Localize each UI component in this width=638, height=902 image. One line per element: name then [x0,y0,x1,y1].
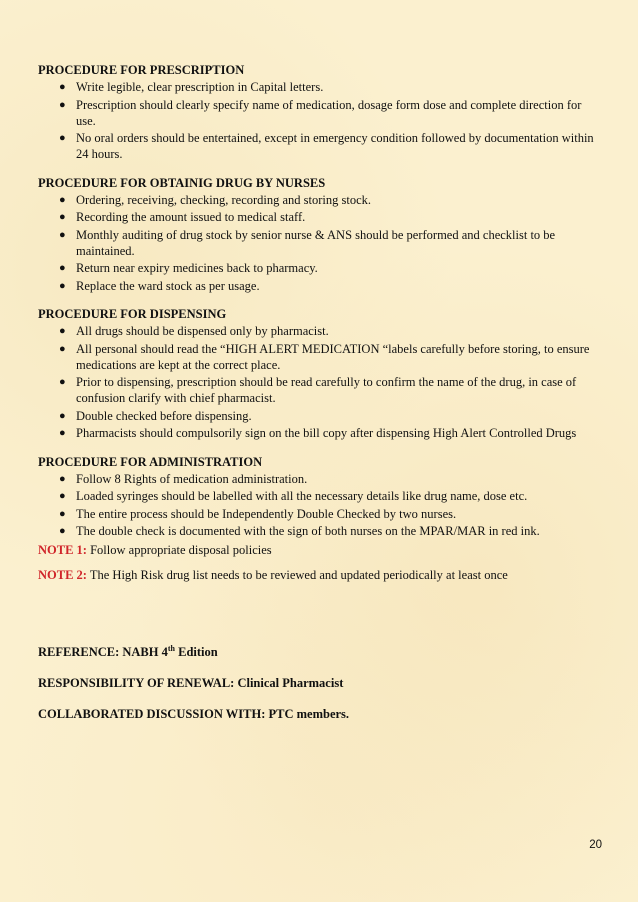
note-2 [38,567,604,584]
section-prescription [38,62,604,162]
section-administration [38,454,604,540]
list-item: ● Replace the ward stock as per usage. [59,278,260,293]
bullet-list [38,471,604,540]
bullet-icon: ● [59,409,66,422]
page-number: 20 [589,839,602,851]
list-item: ● All drugs should be dispensed only by pharmacist. [59,324,329,338]
bullet-icon: ● [59,472,66,485]
list-item: ● Ordering, receiving, checking, recording and storing stock. [59,192,372,207]
bullet-icon: ● [59,490,66,502]
bullet-icon: ● [59,211,66,223]
bullet-list [38,192,604,294]
note-label: NOTE 2: [38,568,87,582]
section-heading: PROCEDURE FOR DISPENSING [38,307,227,321]
section-heading: PROCEDURE FOR PRESCRIPTION [38,63,245,77]
list-item: ● Prior to dispensing, prescription should be read carefully to confirm the name of the drug, in case of confusion clarify with chief pharmacist. [59,375,577,405]
bullet-icon: ● [59,427,66,439]
list-item: ● Loaded syringes should be labelled with all the necessary details like drug name, dose etc. [59,489,528,503]
section-heading: PROCEDURE FOR OBTAINIG DRUG BY NURSES [38,175,326,190]
bullet-icon: ● [59,279,66,292]
bullet-icon: ● [59,376,66,388]
list-item: ● No oral orders should be entertained, except in emergency condition followed by documentation within 24 hours. [59,131,594,161]
bullet-icon: ● [59,342,66,355]
section-heading: PROCEDURE FOR ADMINISTRATION [38,454,263,469]
document-page [38,62,604,723]
list-item: ● Double checked before dispensing. [59,408,252,423]
bullet-icon: ● [59,193,66,206]
list-item: ● Prescription should clearly specify name of medication, dosage form dose and complete direction for use. [59,97,582,128]
list-item: ● Monthly auditing of drug stock by senior nurse & ANS should be performed and checklist to be maintained. [59,227,556,258]
list-item: ● Write legible, clear prescription in Capital letters. [59,80,324,94]
bullet-icon: ● [59,132,66,144]
note-text: Follow appropriate disposal policies [86,543,272,557]
list-item: ● The double check is documented with the sign of both nurses on the MPAR/MAR in red ink. [59,524,540,538]
responsibility-line: RESPONSIBILITY OF RENEWAL: Clinical Pharmacist [38,676,344,691]
list-item: ● All personal should read the “HIGH ALERT MEDICATION “labels carefully before storing, to ensure medications are kept at the correct place. [59,341,590,372]
list-item: ● Pharmacists should compulsorily sign on the bill copy after dispensing High Alert Controlled Drugs [59,426,577,440]
bullet-icon: ● [59,81,66,93]
bullet-icon: ● [59,228,66,241]
bullet-list [38,323,604,441]
bullet-icon: ● [59,507,66,520]
bullet-icon: ● [59,325,66,337]
note-label: NOTE 1: [38,543,87,557]
reference-line: REFERENCE: NABH 4th Edition [38,644,218,660]
section-dispensing [38,306,604,441]
bullet-icon: ● [59,262,66,274]
list-item: ● The entire process should be Independently Double Checked by two nurses. [59,506,457,521]
list-item: ● Recording the amount issued to medical staff. [59,210,306,224]
note-1 [38,542,604,559]
list-item: ● Return near expiry medicines back to pharmacy. [59,261,318,275]
section-obtaining-drug [38,175,604,294]
note-text: The High Risk drug list needs to be reviewed and updated periodically at least once [86,568,508,582]
bullet-list [38,79,604,162]
list-item: ● Follow 8 Rights of medication administration. [59,471,308,486]
collaborated-line: COLLABORATED DISCUSSION WITH: PTC members. [38,707,350,722]
bullet-icon: ● [59,98,66,111]
bullet-icon: ● [59,525,66,537]
